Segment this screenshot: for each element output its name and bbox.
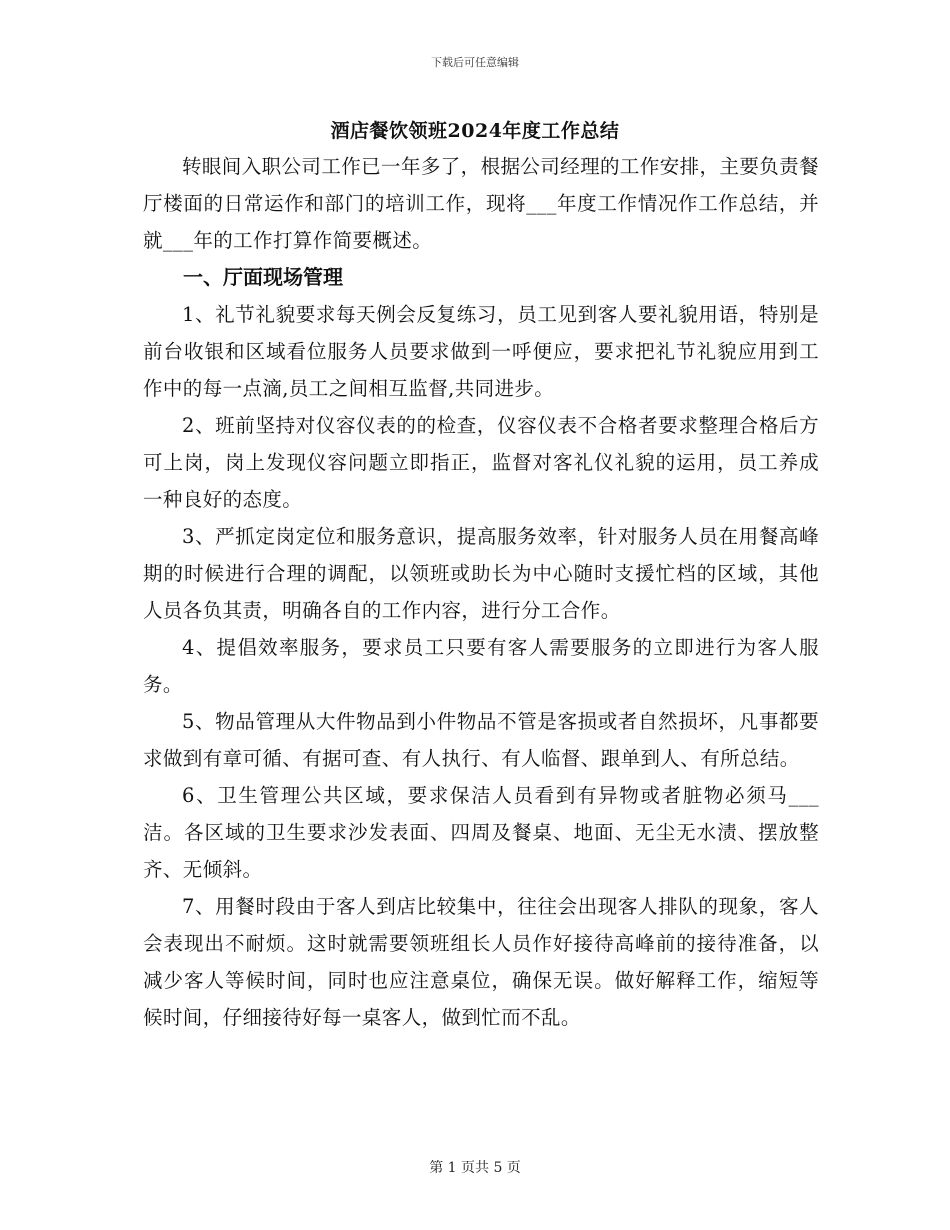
page-number: 第 1 页共 5 页 [429, 1160, 521, 1176]
list-item: 1、礼节礼貌要求每天例会反复练习，员工见到客人要礼貌用语，特别是前台收银和区域看位服务人员要求做到一呼便应，要求把礼节礼貌应用到工作中的每一点滴,员工之间相互监督,共同进步。 [143, 303, 819, 400]
section-heading: 一、厅面现场管理 [183, 265, 343, 289]
list-item: 6、卫生管理公共区域，要求保洁人员看到有异物或者脏物必须马___洁。各区域的卫生要求沙发表面、四周及餐桌、地面、无尘无水渍、摆放整齐、无倾斜。 [143, 784, 819, 881]
document-body [143, 148, 819, 1036]
list-item: 2、班前坚持对仪容仪表的的检查，仪容仪表不合格者要求整理合格后方可上岗，岗上发现仪容问题立即指正，监督对客礼仪礼貌的运用，员工养成一种良好的态度。 [143, 414, 819, 511]
list-item: 5、物品管理从大件物品到小件物品不管是客损或者自然损坏，凡事都要求做到有章可循、有据可查、有人执行、有人临督、跟单到人、有所总结。 [143, 710, 819, 770]
header-note: 下载后可任意编辑 [431, 56, 519, 69]
list-item: 7、用餐时段由于客人到店比较集中，往往会出现客人排队的现象，客人会表现出不耐烦。这时就需要领班组长人员作好接待高峰前的接待准备，以减少客人等候时间，同时也应注意桌位，确保无误。做好解释工作，缩短等候时间，仔细接待好每一桌客人，做到忙而不乱。 [143, 895, 819, 1029]
list-item: 3、严抓定岗定位和服务意识，提高服务效率，针对服务人员在用餐高峰期的时候进行合理的调配，以领班或助长为中心随时支援忙档的区域，其他人员各负其责，明确各自的工作内容，进行分工合作。 [143, 525, 819, 622]
document-title: 酒店餐饮领班2024年度工作总结 [330, 120, 620, 142]
intro-paragraph: 转眼间入职公司工作已一年多了，根据公司经理的工作安排，主要负责餐厅楼面的日常运作和部门的培训工作，现将___年度工作情况作工作总结，并就___年的工作打算作简要概述。 [143, 155, 819, 252]
list-item: 4、提倡效率服务，要求员工只要有客人需要服务的立即进行为客人服务。 [143, 636, 819, 696]
